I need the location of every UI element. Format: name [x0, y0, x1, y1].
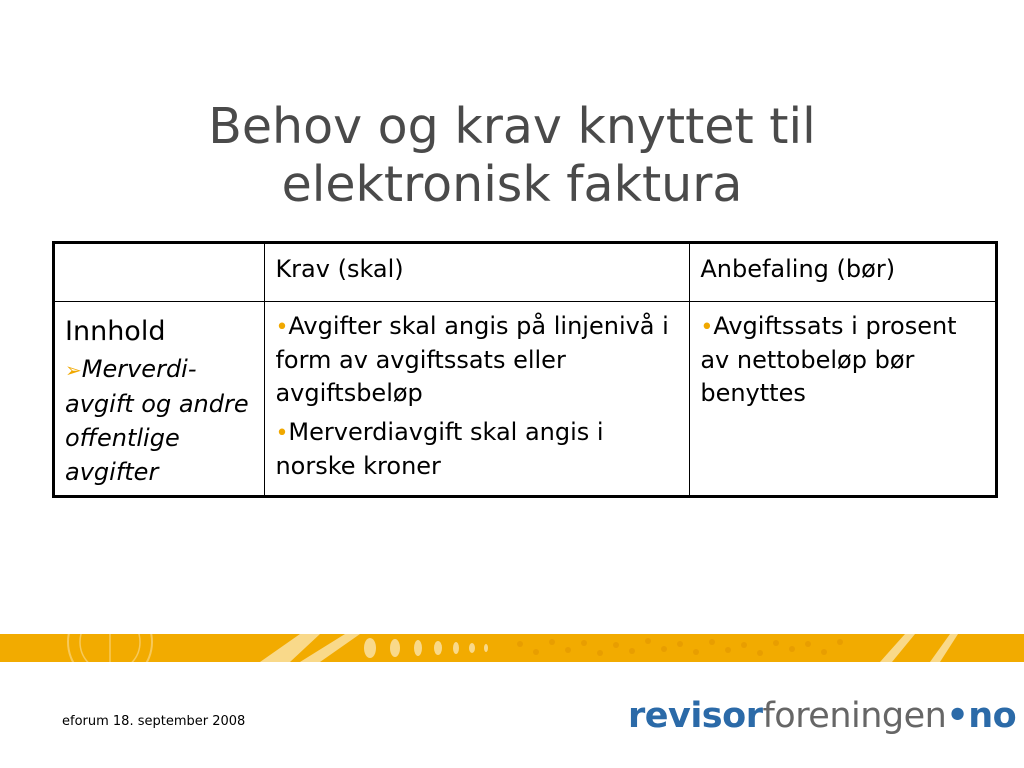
bullet-dot-icon: •: [275, 315, 289, 340]
logo-brand: revisor: [628, 696, 763, 736]
list-item: [700, 310, 985, 410]
bullet-dot-icon: •: [700, 315, 714, 340]
logo-rest: foreningen: [762, 696, 947, 736]
row-sublabel-item: [65, 352, 254, 489]
title-line-1: Behov og krav knyttet til: [208, 98, 816, 155]
header-cell-krav: Krav (skal): [265, 243, 690, 302]
logo-tld: no: [968, 696, 1017, 736]
header-cell-empty: [54, 243, 265, 302]
slide-title: [60, 98, 964, 214]
decorative-band: [0, 634, 1024, 662]
band-pattern-graphic: [0, 634, 1024, 662]
anbefaling-cell: [690, 302, 997, 497]
title-line-2: elektronisk faktura: [281, 156, 743, 213]
header-cell-anbefaling: Anbefaling (bør): [690, 243, 997, 302]
row-label: Innhold: [65, 316, 166, 347]
list-item: [275, 416, 679, 483]
revisorforeningen-logo: [628, 696, 1016, 736]
krav-item-1: Avgifter skal angis på linjenivå i form av avgiftssats eller avgiftsbeløp: [275, 312, 669, 407]
krav-cell: [265, 302, 690, 497]
footer-date: eforum 18. september 2008: [62, 714, 246, 729]
table-row: [54, 302, 997, 497]
anbefaling-item-1: Avgiftssats i prosent av nettobeløp bør benyttes: [700, 312, 957, 407]
logo-dot: •: [946, 696, 969, 736]
krav-item-2: Merverdiavgift skal angis i norske kroner: [275, 418, 604, 480]
requirements-table: [52, 241, 998, 498]
arrow-bullet-icon: ➢: [65, 358, 82, 382]
row-label-cell: [54, 302, 265, 497]
list-item: [275, 310, 679, 410]
table-header-row: [54, 243, 997, 302]
bullet-dot-icon: •: [275, 421, 289, 446]
row-sublabel: Merverdi-avgift og andre offentlige avgifter: [65, 355, 249, 486]
